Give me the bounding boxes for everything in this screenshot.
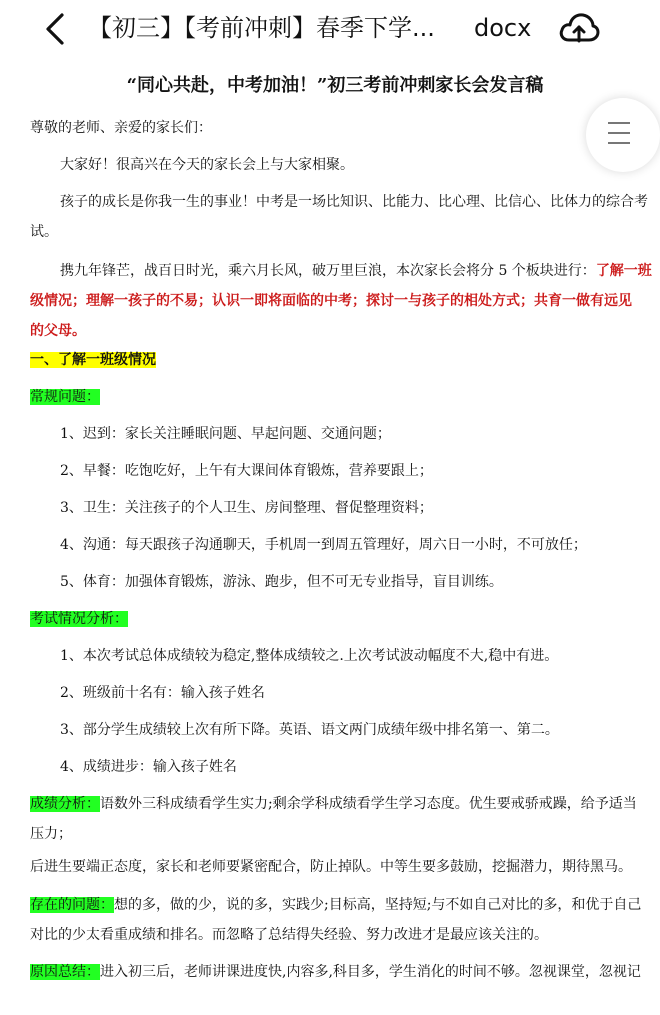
grades-text-line2: 压力； — [30, 826, 72, 842]
paragraph-3-red: 了解一班 — [595, 263, 652, 279]
paragraph-1: 大家好！很高兴在今天的家长会上与大家相聚。 — [60, 157, 354, 173]
problems-text: 想的多，做的少，说的多，实践少;目标高，坚持短;与不如自己对比的多，和优于自己 — [114, 897, 642, 913]
list-item: 3、卫生：关注孩子的个人卫生、房间整理、督促整理资料； — [60, 500, 433, 516]
exam-label — [30, 601, 128, 637]
paragraph-3-text: 携九年锋芒，战百日时光，乘六月长风，破万里巨浪，本次家长会将分 5 个板块进行： — [60, 263, 596, 279]
grades-text: 语数外三科成绩看学生实力;剩余学科成绩看学生学习态度。优生要戒骄戒躁，给予适当 — [100, 796, 637, 812]
list-item: 5、体育：加强体育锻炼，游泳、跑步，但不可无专业指导，盲目训练。 — [60, 574, 503, 590]
list-item: 3、部分学生成绩较上次有所下降。英语、语文两门成绩年级中排名第一、第二。 — [60, 722, 559, 738]
reasons — [30, 954, 641, 990]
list-item: 2、班级前十名有：输入孩子姓名 — [60, 685, 265, 701]
list-item: 4、沟通：每天跟孩子沟通聊天，手机周一到周五管理好，周六日一小时，不可放任； — [60, 537, 587, 553]
exam-label-highlight: 考试情况分析： — [30, 611, 128, 627]
section-1-highlight: 一、了解一班级情况 — [30, 352, 156, 368]
menu-button[interactable] — [586, 98, 660, 172]
grades-label: 成绩分析： — [30, 796, 100, 812]
problems-text-line2: 对比的少太看重成绩和排名。而忽略了总结得失经验、努力改进才是最应该关注的。 — [30, 927, 548, 943]
grades-text-line3: 后进生要端正态度，家长和老师要紧密配合，防止掉队。中等生要多鼓励，挖掘潜力，期待黑马。 — [30, 859, 632, 875]
cloud-upload-icon[interactable] — [558, 10, 600, 48]
section-1-title — [30, 342, 156, 378]
list-item: 4、成绩进步：输入孩子姓名 — [60, 759, 237, 775]
document-page — [0, 58, 652, 1015]
menu-icon — [608, 122, 630, 124]
list-item: 1、本次考试总体成绩较为稳定,整体成绩较之.上次考试波动幅度不大,稳中有进。 — [60, 648, 559, 664]
greeting: 尊敬的老师、亲爱的家长们： — [30, 120, 212, 136]
menu-icon-bar — [608, 132, 630, 134]
grades-analysis — [30, 786, 637, 822]
list-item: 2、早餐：吃饱吃好，上午有大课间体育锻炼，营养要跟上； — [60, 463, 433, 479]
paragraph-3-red-line3: 的父母。 — [30, 323, 86, 339]
document-title: 【初三】【考前冲刺】春季下学... — [88, 14, 435, 42]
paragraph-3-red-line2: 级情况；理解一孩子的不易；认识一即将面临的中考；探讨一与孩子的相处方式；共育一做有远见 — [30, 293, 632, 309]
file-extension: docx — [474, 14, 532, 42]
back-arrow-icon[interactable] — [40, 12, 70, 46]
paragraph-2: 孩子的成长是你我一生的事业！中考是一场比知识、比能力、比心理、比信心、比体力的综合考 — [60, 194, 648, 210]
reasons-text: 进入初三后，老师讲课进度快,内容多,科目多，学生消化的时间不够。忽视课堂，忽视记 — [100, 964, 641, 980]
top-bar — [0, 0, 640, 58]
menu-icon-bar — [608, 142, 630, 144]
list-item: 1、迟到：家长关注睡眠问题、早起问题、交通问题； — [60, 426, 391, 442]
routine-label — [30, 379, 100, 415]
problems-label: 存在的问题： — [30, 897, 114, 913]
paragraph-2-cont: 试。 — [30, 224, 58, 240]
document-heading: “同心共赴，中考加油！”初三考前冲刺家长会发言稿 — [126, 75, 544, 96]
reasons-label: 原因总结： — [30, 964, 100, 980]
routine-label-highlight: 常规问题： — [30, 389, 100, 405]
